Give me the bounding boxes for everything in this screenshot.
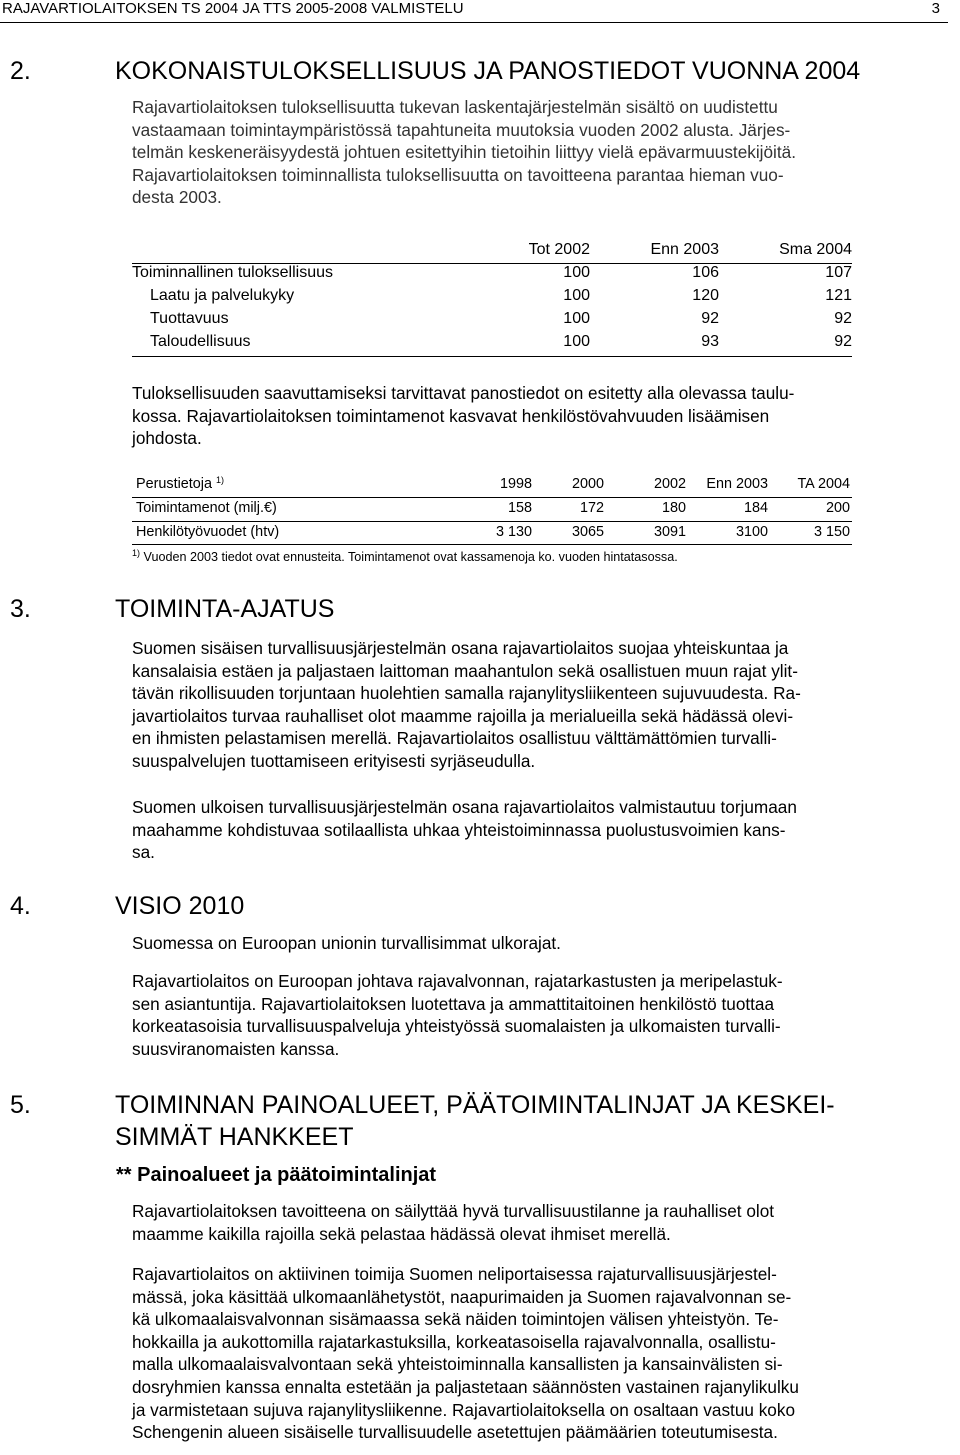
- table-rule: [132, 544, 852, 545]
- table-cell: 158: [507, 500, 532, 516]
- row-label: Henkilötyövuodet (htv): [136, 524, 280, 540]
- row-label: Laatu ja palvelukyky: [150, 287, 295, 304]
- table-cell: 120: [692, 287, 719, 304]
- paragraph-line: maamme kaikilla rajoilla sekä pelastaa hädässä olevat ihmiset merellä.: [132, 1223, 671, 1244]
- section-3-paragraph-1: [132, 637, 950, 773]
- paragraph-line: sa.: [132, 842, 155, 863]
- table-cell: 100: [563, 287, 590, 304]
- column-header: 2002: [653, 476, 686, 492]
- paragraph-line: Rajavartiolaitos on Euroopan johtava rajavalvonnan, rajatarkastusten ja meripelastuk-: [132, 971, 783, 991]
- table-row: [132, 284, 852, 307]
- paragraph-line: mässä, joka käsittää ulkomaanlähetystöt, naapurimaiden ja Suomen rajavalvonnan se-: [132, 1286, 792, 1307]
- section-3-paragraph-2: [132, 796, 950, 864]
- table-row: [132, 520, 852, 544]
- paragraph-line: Suomen sisäisen turvallisuusjärjestelmän osana rajavartiolaitos suojaa yhteiskuntaa ja: [132, 638, 789, 658]
- table-cell: 106: [692, 264, 719, 281]
- performance-table: [132, 238, 852, 353]
- paragraph-line: Tuloksellisuuden saavuttamiseksi tarvittavat panostiedot on esitetty alla olevassa taulu-: [132, 383, 795, 403]
- table-cell: 93: [701, 333, 719, 350]
- row-label: Toimintamenot (milj.€): [136, 500, 277, 516]
- paragraph-line: Suomessa on Euroopan unionin turvallisimmat ulkorajat.: [132, 933, 561, 953]
- paragraph-line: korkeatasoisia turvallisuuspalveluja yhteistyössä suomalaisten ja ulkomaisten turvalli-: [132, 1016, 781, 1037]
- section-2-heading: [10, 56, 860, 86]
- column-header: 2000: [571, 476, 604, 492]
- footnote-mark: 1): [132, 548, 141, 558]
- table-cell: 3065: [571, 524, 604, 540]
- table-row: [132, 330, 852, 353]
- table-cell: 180: [661, 500, 686, 516]
- paragraph-line: johdosta.: [132, 428, 202, 449]
- paragraph-line: Rajavartiolaitoksen toiminnallista tuloksellisuutta on tavoitteena parantaa hieman vuo-: [132, 164, 784, 185]
- paragraph-line: vastaamaan toimintaympäristössä tapahtuneita muutoksia vuoden 2002 alusta. Järjes-: [132, 119, 791, 140]
- table-cell: 3 150: [813, 524, 850, 540]
- paragraph-line: Schengenin alueen sisäiselle turvallisuudelle asetettujen päämäärien toteutumisesta.: [132, 1422, 778, 1443]
- section-3-number: 3.: [10, 595, 31, 623]
- row-label: Toiminnallinen tuloksellisuus: [132, 264, 333, 281]
- paragraph-line: sen asiantuntija. Rajavartiolaitoksen luotettava ja ammattitaitoinen henkilöstö tuottaa: [132, 993, 775, 1014]
- column-header: Sma 2004: [779, 241, 852, 258]
- table-cell: 92: [834, 333, 852, 350]
- section-4-heading: [10, 891, 244, 921]
- table-cell: 172: [579, 500, 604, 516]
- section-4-paragraph-2: [132, 970, 950, 1060]
- section-5-paragraph-1: [132, 1200, 950, 1245]
- section-4-title: VISIO 2010: [115, 892, 245, 920]
- table-cell: 92: [701, 310, 719, 327]
- column-header: Enn 2003: [650, 241, 719, 258]
- table-cell: 121: [825, 287, 852, 304]
- paragraph-line: Rajavartiolaitoksen tavoitteena on säilyttää hyvä turvallisuustilanne ja rauhalliset olot: [132, 1201, 775, 1221]
- table-header-row: [132, 472, 852, 496]
- paragraph-line: tävän rikollisuuden torjuntaan huolehtien samalla rajanylitysliikenteen sujuvuudesta. Ra-: [132, 683, 801, 704]
- section-5-title-line-2: SIMMÄT HANKKEET: [115, 1123, 354, 1151]
- column-header: Enn 2003: [706, 476, 768, 492]
- table-cell: 3100: [735, 524, 768, 540]
- paragraph-line: Rajavartiolaitoksen tuloksellisuutta tukevan laskentajärjestelmän sisältö on uudistettu: [132, 97, 778, 117]
- section-2-number: 2.: [10, 57, 31, 85]
- section-5-heading: [10, 1090, 835, 1120]
- section-5-heading-continued: [115, 1122, 353, 1152]
- paragraph-line: suuspalvelujen tuottamiseen erityisesti syrjäseudulla.: [132, 750, 536, 771]
- table-row: [132, 307, 852, 330]
- table-cell: 3091: [653, 524, 686, 540]
- table-row: [132, 496, 852, 520]
- section-2-title: KOKONAISTULOKSELLISUUS JA PANOSTIEDOT VUONNA 2004: [115, 57, 861, 85]
- running-header: [0, 0, 948, 23]
- paragraph-line: kä ulkomaalaisvalvonnan sisämaassa sekä näiden toimintojen välisen yhteistyön. Te-: [132, 1309, 779, 1330]
- paragraph-line: kossa. Rajavartiolaitoksen toimintamenot kasvavat henkilöstövahvuuden lisäämisen: [132, 405, 770, 426]
- paragraph-line: kansalaisia estäen ja paljastaen laittoman maahantulon sekä osallistuen muun rajat ylit-: [132, 660, 798, 681]
- paragraph-line: hokkailla ja aukottomilla rajatarkastuksilla, korkeatasoisella rajavalvonnalla, osallistu-: [132, 1331, 776, 1352]
- table-cell: 184: [743, 500, 768, 516]
- paragraph-line: malla ulkomaalaisvalvontaan sekä yhteistoiminnalla kansallisten ja kansainvälisten si-: [132, 1354, 783, 1375]
- column-header: 1998: [499, 476, 532, 492]
- paragraph-line: desta 2003.: [132, 187, 222, 208]
- running-title: RAJAVARTIOLAITOKSEN TS 2004 JA TTS 2005-2008 VALMISTELU: [2, 0, 464, 17]
- column-header: TA 2004: [797, 476, 850, 492]
- section-5-title-line-1: TOIMINNAN PAINOALUEET, PÄÄTOIMINTALINJAT JA KESKEI-: [115, 1091, 835, 1119]
- row-label: Taloudellisuus: [150, 333, 251, 350]
- table-header-row: [132, 238, 852, 261]
- paragraph-line: maahamme kohdistuvaa sotilaallista uhkaa yhteistoiminnassa puolustusvoimien kans-: [132, 819, 786, 840]
- section-4-paragraph-1: [132, 932, 950, 955]
- table-cell: 100: [563, 310, 590, 327]
- section-3-heading: [10, 594, 334, 624]
- table-cell: 107: [825, 264, 852, 281]
- footnote-text: Vuoden 2003 tiedot ovat ennusteita. Toimintamenot ovat kassamenoja ko. vuoden hintatasossa.: [143, 550, 678, 564]
- footnote-mark: 1): [216, 475, 225, 485]
- table-cell: 100: [563, 264, 590, 281]
- basic-data-table: [132, 472, 852, 544]
- paragraph-line: en ihmisten pelastamisen merellä. Rajavartiolaitos osallistuu välttämättömien turvalli-: [132, 728, 777, 749]
- column-header: Tot 2002: [528, 241, 590, 258]
- paragraph-line: javartiolaitos turvaa rauhalliset olot maamme rajoilla ja merialueilla sekä hädässä olevi-: [132, 705, 794, 726]
- section-5-paragraph-2: [132, 1263, 950, 1444]
- section-4-number: 4.: [10, 892, 31, 920]
- table-footnote: [132, 549, 678, 565]
- section-3-title: TOIMINTA-AJATUS: [115, 595, 335, 623]
- paragraph-line: suusviranomaisten kanssa.: [132, 1038, 340, 1059]
- table-cell: 200: [825, 500, 850, 516]
- row-label: Tuottavuus: [150, 310, 229, 327]
- section-2-intro-paragraph: [132, 96, 950, 209]
- section-5-number: 5.: [10, 1091, 31, 1119]
- table-rule: [132, 356, 852, 357]
- section-5-subheading: ** Painoalueet ja päätoimintalinjat: [116, 1164, 437, 1186]
- paragraph-line: ja varmistetaan sujuva rajanylitysliikenne. Rajavartiolaitoksella on osaltaan vastuu koko: [132, 1399, 796, 1420]
- paragraph-line: dosryhmien kanssa ennalta estetään ja paljastetaan säännösten vastainen rajanylikulku: [132, 1376, 799, 1397]
- section-2-input-paragraph: [132, 382, 950, 450]
- page-number: 3: [931, 0, 940, 17]
- table-title: Perustietoja $^{1)}$: [136, 475, 225, 492]
- table-cell: 100: [563, 333, 590, 350]
- table-cell: 3 130: [495, 524, 532, 540]
- paragraph-line: Suomen ulkoisen turvallisuusjärjestelmän osana rajavartiolaitos valmistautuu torjumaan: [132, 797, 797, 817]
- table-row: [132, 261, 852, 284]
- table-cell: 92: [834, 310, 852, 327]
- paragraph-line: Rajavartiolaitos on aktiivinen toimija Suomen neliportaisessa rajaturvallisuusjärjestel-: [132, 1264, 777, 1284]
- paragraph-line: telmän keskeneräisyydestä johtuen esitettyihin tietoihin liittyy vielä epävarmuustekijöitä.: [132, 142, 796, 163]
